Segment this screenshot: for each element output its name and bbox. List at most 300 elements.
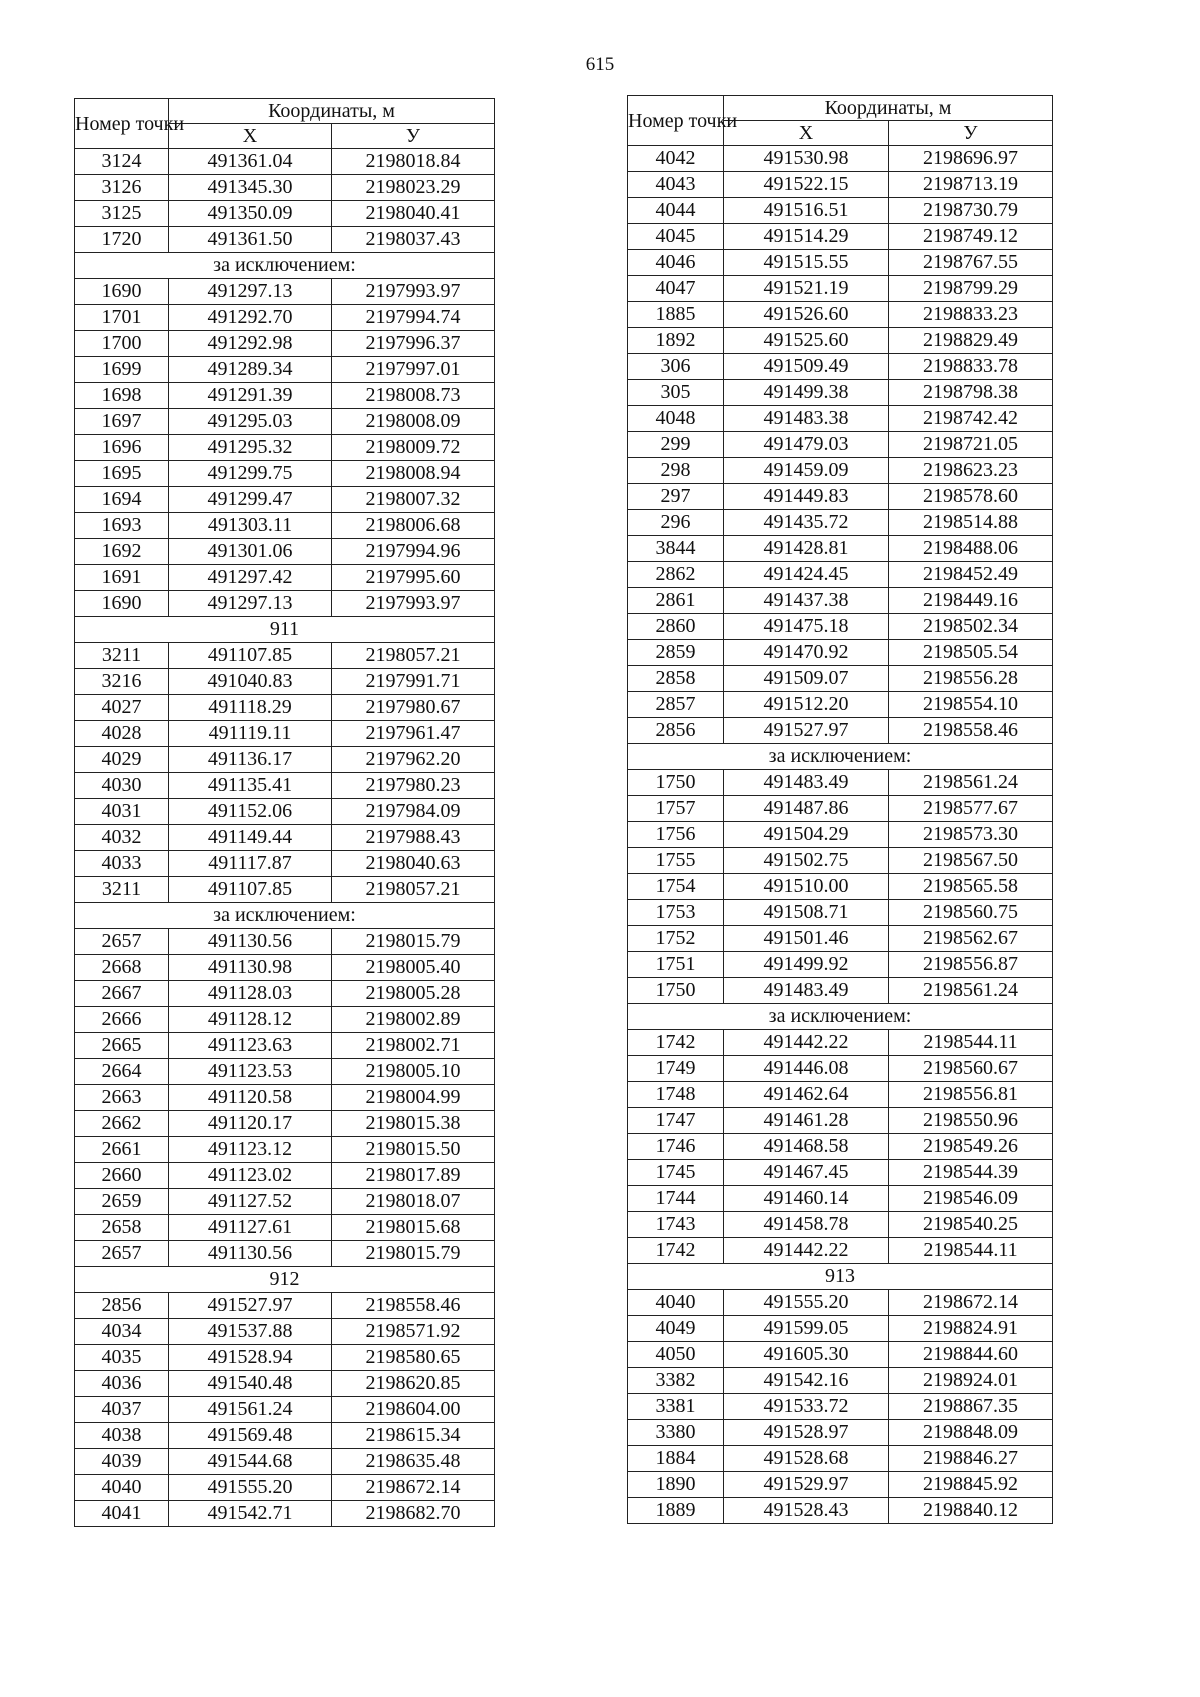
- point-number-cell: 2661: [75, 1137, 169, 1163]
- table-row: [75, 747, 495, 773]
- point-number-cell: 1750: [628, 770, 724, 796]
- table-row: [628, 224, 1053, 250]
- point-number-cell: 3381: [628, 1394, 724, 1420]
- x-coordinate-cell: 491525.60: [724, 328, 889, 354]
- y-coordinate-cell: 2198540.25: [889, 1212, 1053, 1238]
- table-row: [628, 1446, 1053, 1472]
- y-coordinate-cell: 2198505.54: [889, 640, 1053, 666]
- point-number-cell: 297: [628, 484, 724, 510]
- x-coordinate-cell: 491435.72: [724, 510, 889, 536]
- section-label: за исключением:: [628, 744, 1053, 770]
- section-row: [75, 1267, 495, 1293]
- point-number-cell: 4044: [628, 198, 724, 224]
- y-coordinate-cell: 2198829.49: [889, 328, 1053, 354]
- x-coordinate-cell: 491350.09: [169, 201, 332, 227]
- point-number-cell: 1752: [628, 926, 724, 952]
- y-coordinate-cell: 2198749.12: [889, 224, 1053, 250]
- table-row: [75, 175, 495, 201]
- table-row: [75, 409, 495, 435]
- x-coordinate-cell: 491149.44: [169, 825, 332, 851]
- table-row: [75, 513, 495, 539]
- x-coordinate-cell: 491508.71: [724, 900, 889, 926]
- table-row: [628, 978, 1053, 1004]
- page-number: 615: [585, 54, 615, 75]
- point-number-cell: 3380: [628, 1420, 724, 1446]
- point-number-cell: 2862: [628, 562, 724, 588]
- coordinates-header: Координаты, м: [169, 99, 495, 124]
- x-coordinate-cell: 491501.46: [724, 926, 889, 952]
- y-coordinate-cell: 2198742.42: [889, 406, 1053, 432]
- table-row: [75, 227, 495, 253]
- x-coordinate-cell: 491521.19: [724, 276, 889, 302]
- point-number-cell: 3126: [75, 175, 169, 201]
- y-coordinate-cell: 2198571.92: [332, 1319, 495, 1345]
- y-coordinate-cell: 2197997.01: [332, 357, 495, 383]
- table-row: [628, 1394, 1053, 1420]
- x-coordinate-cell: 491136.17: [169, 747, 332, 773]
- section-row: [75, 253, 495, 279]
- table-row: [628, 510, 1053, 536]
- table-row: [628, 406, 1053, 432]
- x-coordinate-cell: 491544.68: [169, 1449, 332, 1475]
- x-coordinate-cell: 491542.16: [724, 1368, 889, 1394]
- point-number-cell: 1748: [628, 1082, 724, 1108]
- y-coordinate-cell: 2198580.65: [332, 1345, 495, 1371]
- y-coordinate-cell: 2198008.09: [332, 409, 495, 435]
- section-row: [628, 1004, 1053, 1030]
- y-coordinate-cell: 2198015.68: [332, 1215, 495, 1241]
- x-coordinate-cell: 491345.30: [169, 175, 332, 201]
- point-number-cell: 1746: [628, 1134, 724, 1160]
- point-number-cell: 1697: [75, 409, 169, 435]
- point-number-cell: 3125: [75, 201, 169, 227]
- point-number-cell: 1690: [75, 591, 169, 617]
- y-coordinate-cell: 2198544.11: [889, 1238, 1053, 1264]
- table-row: [628, 874, 1053, 900]
- y-coordinate-cell: 2198696.97: [889, 146, 1053, 172]
- y-coordinate-cell: 2197980.67: [332, 695, 495, 721]
- y-coordinate-cell: 2197984.09: [332, 799, 495, 825]
- y-coordinate-cell: 2198514.88: [889, 510, 1053, 536]
- x-coordinate-cell: 491526.60: [724, 302, 889, 328]
- table-row: [628, 302, 1053, 328]
- point-number-cell: 4036: [75, 1371, 169, 1397]
- table-row: [628, 484, 1053, 510]
- x-coordinate-cell: 491123.53: [169, 1059, 332, 1085]
- point-number-cell: 298: [628, 458, 724, 484]
- point-number-cell: 1742: [628, 1030, 724, 1056]
- x-coordinate-cell: 491461.28: [724, 1108, 889, 1134]
- x-coordinate-cell: 491460.14: [724, 1186, 889, 1212]
- point-number-cell: 1742: [628, 1238, 724, 1264]
- y-coordinate-cell: 2198924.01: [889, 1368, 1053, 1394]
- x-coordinate-cell: 491361.50: [169, 227, 332, 253]
- point-number-cell: 4047: [628, 276, 724, 302]
- table-row: [628, 952, 1053, 978]
- x-coordinate-cell: 491297.13: [169, 279, 332, 305]
- point-number-cell: 1889: [628, 1498, 724, 1524]
- y-coordinate-cell: 2198005.40: [332, 955, 495, 981]
- y-coordinate-cell: 2198799.29: [889, 276, 1053, 302]
- section-label: 912: [75, 1267, 495, 1293]
- y-coordinate-cell: 2198845.92: [889, 1472, 1053, 1498]
- y-coordinate-cell: 2198682.70: [332, 1501, 495, 1527]
- table-row: [628, 1056, 1053, 1082]
- table-row: [75, 357, 495, 383]
- point-number-cell: 4033: [75, 851, 169, 877]
- point-number-cell: 4028: [75, 721, 169, 747]
- table-row: [75, 1449, 495, 1475]
- y-coordinate-cell: 2198567.50: [889, 848, 1053, 874]
- y-coordinate-cell: 2198577.67: [889, 796, 1053, 822]
- point-number-cell: 1691: [75, 565, 169, 591]
- y-coordinate-cell: 2198007.32: [332, 487, 495, 513]
- table-row: [75, 201, 495, 227]
- point-number-cell: 3216: [75, 669, 169, 695]
- x-coordinate-cell: 491528.43: [724, 1498, 889, 1524]
- point-number-cell: 1756: [628, 822, 724, 848]
- point-number-cell: 4045: [628, 224, 724, 250]
- point-number-cell: 4039: [75, 1449, 169, 1475]
- y-coordinate-cell: 2198713.19: [889, 172, 1053, 198]
- y-coordinate-cell: 2198573.30: [889, 822, 1053, 848]
- table-row: [75, 1397, 495, 1423]
- y-coordinate-cell: 2197961.47: [332, 721, 495, 747]
- table-row: [75, 1371, 495, 1397]
- y-coordinate-cell: 2198544.39: [889, 1160, 1053, 1186]
- y-coordinate-cell: 2198620.85: [332, 1371, 495, 1397]
- table-row: [75, 1163, 495, 1189]
- point-number-cell: 2657: [75, 1241, 169, 1267]
- x-coordinate-cell: 491537.88: [169, 1319, 332, 1345]
- table-row: [628, 562, 1053, 588]
- point-number-cell: 1884: [628, 1446, 724, 1472]
- y-coordinate-cell: 2198798.38: [889, 380, 1053, 406]
- x-coordinate-cell: 491299.47: [169, 487, 332, 513]
- x-coordinate-cell: 491479.03: [724, 432, 889, 458]
- x-coordinate-cell: 491301.06: [169, 539, 332, 565]
- table-row: [628, 614, 1053, 640]
- y-coordinate-cell: 2198550.96: [889, 1108, 1053, 1134]
- y-coordinate-cell: 2198037.43: [332, 227, 495, 253]
- x-coordinate-cell: 491297.13: [169, 591, 332, 617]
- y-coordinate-cell: 2198561.24: [889, 978, 1053, 1004]
- point-number-cell: 2859: [628, 640, 724, 666]
- x-coordinate-cell: 491128.12: [169, 1007, 332, 1033]
- table-row: [628, 640, 1053, 666]
- x-coordinate-cell: 491292.70: [169, 305, 332, 331]
- point-number-cell: 1701: [75, 305, 169, 331]
- x-coordinate-cell: 491119.11: [169, 721, 332, 747]
- table-row: [628, 770, 1053, 796]
- table-row: [628, 198, 1053, 224]
- y-coordinate-cell: 2198846.27: [889, 1446, 1053, 1472]
- x-coordinate-cell: 491555.20: [169, 1475, 332, 1501]
- point-number-header: Номер точки: [628, 96, 724, 146]
- x-coordinate-cell: 491515.55: [724, 250, 889, 276]
- x-coordinate-cell: 491483.49: [724, 770, 889, 796]
- table-row: [628, 1342, 1053, 1368]
- point-number-cell: 1757: [628, 796, 724, 822]
- table-row: [75, 1293, 495, 1319]
- section-label: за исключением:: [75, 253, 495, 279]
- y-coordinate-cell: 2198008.73: [332, 383, 495, 409]
- x-coordinate-cell: 491303.11: [169, 513, 332, 539]
- y-coordinate-cell: 2198562.67: [889, 926, 1053, 952]
- y-coordinate-cell: 2197994.74: [332, 305, 495, 331]
- x-coordinate-cell: 491127.52: [169, 1189, 332, 1215]
- point-number-cell: 4050: [628, 1342, 724, 1368]
- coordinates-header: Координаты, м: [724, 96, 1053, 121]
- table-row: [628, 1160, 1053, 1186]
- table-row: [628, 354, 1053, 380]
- x-coordinate-cell: 491540.48: [169, 1371, 332, 1397]
- section-row: [628, 1264, 1053, 1290]
- y-coordinate-cell: 2198560.75: [889, 900, 1053, 926]
- point-number-cell: 2662: [75, 1111, 169, 1137]
- section-row: [628, 744, 1053, 770]
- x-coordinate-cell: 491107.85: [169, 877, 332, 903]
- table-row: [628, 458, 1053, 484]
- point-number-cell: 2658: [75, 1215, 169, 1241]
- x-coordinate-cell: 491437.38: [724, 588, 889, 614]
- coordinates-table-left: [74, 98, 495, 1527]
- x-coordinate-cell: 491487.86: [724, 796, 889, 822]
- y-coordinate-cell: 2198057.21: [332, 877, 495, 903]
- point-number-cell: 4027: [75, 695, 169, 721]
- y-coordinate-cell: 2198672.14: [889, 1290, 1053, 1316]
- point-number-cell: 4040: [75, 1475, 169, 1501]
- x-coordinate-cell: 491040.83: [169, 669, 332, 695]
- x-coordinate-cell: 491555.20: [724, 1290, 889, 1316]
- table-row: [628, 380, 1053, 406]
- y-coordinate-cell: 2197996.37: [332, 331, 495, 357]
- y-coordinate-cell: 2198005.10: [332, 1059, 495, 1085]
- y-coordinate-cell: 2198840.12: [889, 1498, 1053, 1524]
- y-coordinate-cell: 2198767.55: [889, 250, 1053, 276]
- section-label: 911: [75, 617, 495, 643]
- y-coordinate-cell: 2198452.49: [889, 562, 1053, 588]
- point-number-cell: 2858: [628, 666, 724, 692]
- table-row: [75, 877, 495, 903]
- table-row: [628, 848, 1053, 874]
- point-number-cell: 1720: [75, 227, 169, 253]
- x-coordinate-cell: 491475.18: [724, 614, 889, 640]
- table-row: [628, 1290, 1053, 1316]
- y-coordinate-cell: 2198824.91: [889, 1316, 1053, 1342]
- point-number-cell: 1754: [628, 874, 724, 900]
- y-coordinate-cell: 2198002.71: [332, 1033, 495, 1059]
- x-header: Х: [169, 124, 332, 149]
- x-coordinate-cell: 491527.97: [169, 1293, 332, 1319]
- table-row: [628, 1108, 1053, 1134]
- table-row: [75, 331, 495, 357]
- point-number-cell: 3382: [628, 1368, 724, 1394]
- table-row: [75, 1111, 495, 1137]
- table-row: [75, 1189, 495, 1215]
- table-row: [75, 539, 495, 565]
- table-row: [628, 1316, 1053, 1342]
- table-row: [628, 276, 1053, 302]
- x-coordinate-cell: 491127.61: [169, 1215, 332, 1241]
- point-number-cell: 2667: [75, 981, 169, 1007]
- x-coordinate-cell: 491123.02: [169, 1163, 332, 1189]
- point-number-cell: 2860: [628, 614, 724, 640]
- x-coordinate-cell: 491516.51: [724, 198, 889, 224]
- y-coordinate-cell: 2198015.38: [332, 1111, 495, 1137]
- y-coordinate-cell: 2198556.28: [889, 666, 1053, 692]
- point-number-cell: 4043: [628, 172, 724, 198]
- table-body: [75, 149, 495, 1527]
- x-coordinate-cell: 491533.72: [724, 1394, 889, 1420]
- point-number-cell: 1890: [628, 1472, 724, 1498]
- point-number-cell: 2668: [75, 955, 169, 981]
- x-coordinate-cell: 491107.85: [169, 643, 332, 669]
- table-row: [75, 1033, 495, 1059]
- x-coordinate-cell: 491528.97: [724, 1420, 889, 1446]
- section-row: [75, 903, 495, 929]
- y-coordinate-cell: 2198023.29: [332, 175, 495, 201]
- x-coordinate-cell: 491361.04: [169, 149, 332, 175]
- point-number-cell: 2663: [75, 1085, 169, 1111]
- table-row: [628, 1134, 1053, 1160]
- x-coordinate-cell: 491502.75: [724, 848, 889, 874]
- y-coordinate-cell: 2198558.46: [889, 718, 1053, 744]
- section-row: [75, 617, 495, 643]
- y-coordinate-cell: 2198623.23: [889, 458, 1053, 484]
- x-coordinate-cell: 491528.68: [724, 1446, 889, 1472]
- y-coordinate-cell: 2198556.81: [889, 1082, 1053, 1108]
- y-coordinate-cell: 2197980.23: [332, 773, 495, 799]
- point-number-cell: 1695: [75, 461, 169, 487]
- y-coordinate-cell: 2198488.06: [889, 536, 1053, 562]
- point-number-cell: 4035: [75, 1345, 169, 1371]
- point-number-cell: 1700: [75, 331, 169, 357]
- y-coordinate-cell: 2198833.23: [889, 302, 1053, 328]
- point-number-cell: 1699: [75, 357, 169, 383]
- x-coordinate-cell: 491530.98: [724, 146, 889, 172]
- table-row: [628, 1498, 1053, 1524]
- table-row: [75, 1501, 495, 1527]
- point-number-cell: 1750: [628, 978, 724, 1004]
- x-coordinate-cell: 491499.92: [724, 952, 889, 978]
- table-row: [628, 718, 1053, 744]
- table-row: [628, 1420, 1053, 1446]
- y-coordinate-cell: 2198018.84: [332, 149, 495, 175]
- y-coordinate-cell: 2198057.21: [332, 643, 495, 669]
- section-label: за исключением:: [628, 1004, 1053, 1030]
- table-row: [75, 565, 495, 591]
- y-coordinate-cell: 2198554.10: [889, 692, 1053, 718]
- point-number-cell: 4037: [75, 1397, 169, 1423]
- point-number-cell: 4034: [75, 1319, 169, 1345]
- table-row: [75, 669, 495, 695]
- point-number-header: Номер точки: [75, 99, 169, 149]
- table-row: [628, 172, 1053, 198]
- table-row: [75, 435, 495, 461]
- point-number-cell: 2666: [75, 1007, 169, 1033]
- y-coordinate-cell: 2198558.46: [332, 1293, 495, 1319]
- x-coordinate-cell: 491442.22: [724, 1030, 889, 1056]
- y-coordinate-cell: 2198730.79: [889, 198, 1053, 224]
- x-coordinate-cell: 491299.75: [169, 461, 332, 487]
- x-coordinate-cell: 491289.34: [169, 357, 332, 383]
- x-coordinate-cell: 491514.29: [724, 224, 889, 250]
- x-coordinate-cell: 491123.63: [169, 1033, 332, 1059]
- table-row: [75, 1085, 495, 1111]
- x-coordinate-cell: 491120.17: [169, 1111, 332, 1137]
- point-number-cell: 4049: [628, 1316, 724, 1342]
- table-row: [75, 461, 495, 487]
- point-number-cell: 4046: [628, 250, 724, 276]
- point-number-cell: 1696: [75, 435, 169, 461]
- section-label: 913: [628, 1264, 1053, 1290]
- point-number-cell: 306: [628, 354, 724, 380]
- x-coordinate-cell: 491510.00: [724, 874, 889, 900]
- table-row: [75, 279, 495, 305]
- table-row: [75, 487, 495, 513]
- point-number-cell: 1745: [628, 1160, 724, 1186]
- table-row: [75, 1423, 495, 1449]
- x-coordinate-cell: 491569.48: [169, 1423, 332, 1449]
- y-coordinate-cell: 2198615.34: [332, 1423, 495, 1449]
- point-number-cell: 1749: [628, 1056, 724, 1082]
- y-coordinate-cell: 2198560.67: [889, 1056, 1053, 1082]
- section-label: за исключением:: [75, 903, 495, 929]
- x-coordinate-cell: 491462.64: [724, 1082, 889, 1108]
- x-coordinate-cell: 491130.98: [169, 955, 332, 981]
- point-number-cell: 1747: [628, 1108, 724, 1134]
- x-coordinate-cell: 491499.38: [724, 380, 889, 406]
- y-coordinate-cell: 2198008.94: [332, 461, 495, 487]
- x-coordinate-cell: 491470.92: [724, 640, 889, 666]
- point-number-cell: 4031: [75, 799, 169, 825]
- x-coordinate-cell: 491542.71: [169, 1501, 332, 1527]
- x-coordinate-cell: 491468.58: [724, 1134, 889, 1160]
- y-coordinate-cell: 2197994.96: [332, 539, 495, 565]
- y-coordinate-cell: 2198015.79: [332, 1241, 495, 1267]
- point-number-cell: 2664: [75, 1059, 169, 1085]
- x-coordinate-cell: 491295.32: [169, 435, 332, 461]
- y-coordinate-cell: 2198009.72: [332, 435, 495, 461]
- table-row: [628, 1238, 1053, 1264]
- y-coordinate-cell: 2198040.41: [332, 201, 495, 227]
- x-coordinate-cell: 491424.45: [724, 562, 889, 588]
- table-row: [75, 1475, 495, 1501]
- point-number-cell: 4030: [75, 773, 169, 799]
- point-number-cell: 2861: [628, 588, 724, 614]
- y-coordinate-cell: 2198565.58: [889, 874, 1053, 900]
- x-coordinate-cell: 491483.38: [724, 406, 889, 432]
- y-coordinate-cell: 2198867.35: [889, 1394, 1053, 1420]
- point-number-cell: 1698: [75, 383, 169, 409]
- point-number-cell: 2657: [75, 929, 169, 955]
- point-number-cell: 2660: [75, 1163, 169, 1189]
- point-number-cell: 1743: [628, 1212, 724, 1238]
- table-row: [75, 825, 495, 851]
- table-row: [628, 1212, 1053, 1238]
- point-number-cell: 4040: [628, 1290, 724, 1316]
- y-coordinate-cell: 2198672.14: [332, 1475, 495, 1501]
- table-body: [628, 146, 1053, 1524]
- y-coordinate-cell: 2198015.79: [332, 929, 495, 955]
- coordinates-table-right: [627, 95, 1053, 1524]
- y-coordinate-cell: 2198004.99: [332, 1085, 495, 1111]
- table-row: [75, 799, 495, 825]
- y-coordinate-cell: 2198844.60: [889, 1342, 1053, 1368]
- table-row: [628, 1368, 1053, 1394]
- y-coordinate-cell: 2198015.50: [332, 1137, 495, 1163]
